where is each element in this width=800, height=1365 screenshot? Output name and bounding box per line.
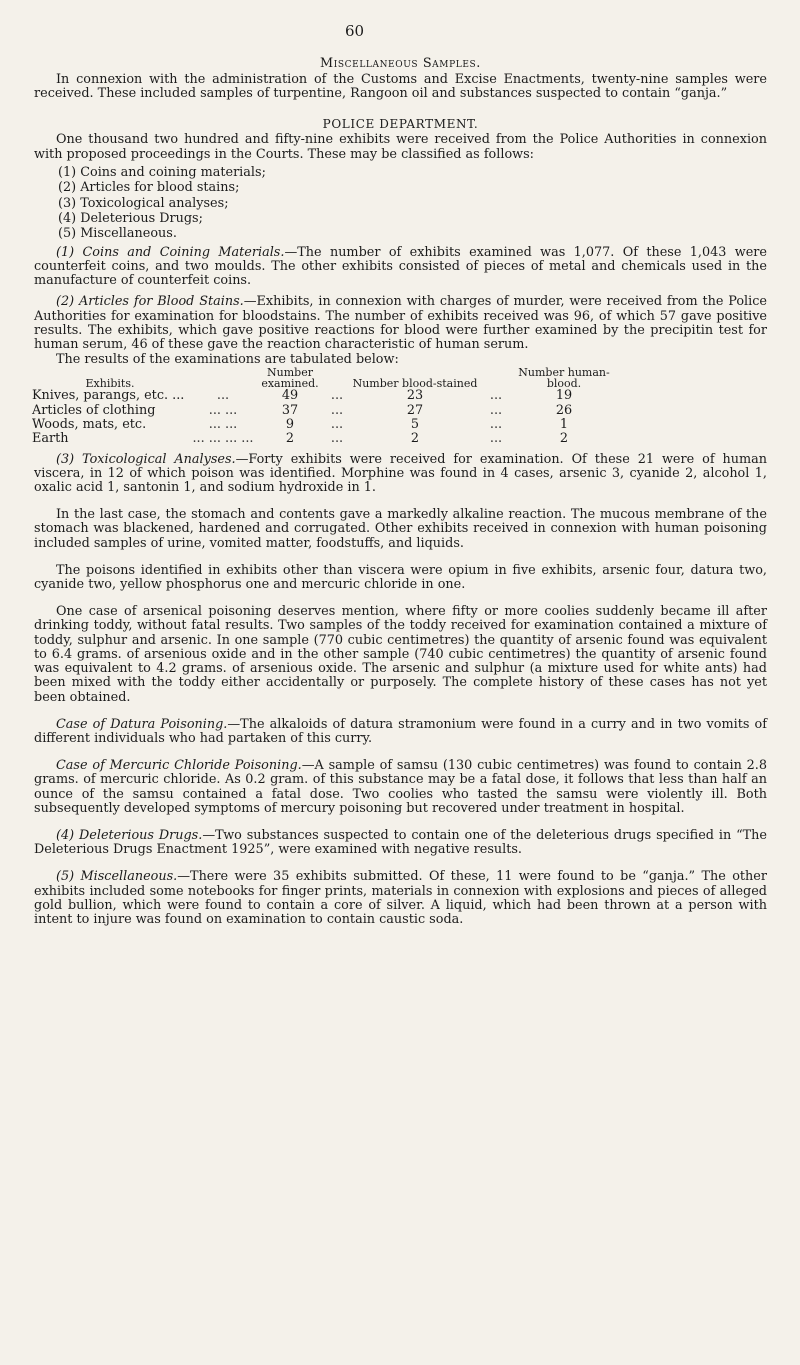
blood-paragraph — [34, 295, 767, 352]
police-intro: One thousand two hundred and fifty-nine exhibits were received from the Police Authorities in connexion with proposed proceedings in the Courts. These may be classified as follows: — [34, 132, 767, 162]
datura-title: Case of Datura Poisoning. — [56, 716, 228, 732]
table-intro: The results of the examinations are tabulated below: — [56, 352, 399, 368]
cell-dots: ... — [489, 388, 503, 404]
cell-dots: ... — [216, 388, 230, 404]
list-item: (5) Miscellaneous. — [58, 226, 177, 242]
cell: Woods, mats, etc. — [32, 417, 147, 433]
cell: 26 — [555, 402, 573, 418]
cell: 19 — [555, 388, 573, 404]
mercuric-paragraph — [34, 759, 767, 816]
cell: 2 — [285, 431, 295, 447]
tox-title: (3) Toxicological Analyses. — [56, 451, 236, 467]
col-header-human-blood: Number human-blood. — [518, 366, 610, 391]
mercuric-title: Case of Mercuric Chloride Poisoning. — [56, 758, 302, 774]
col-header-examined: Number examined. — [261, 366, 319, 391]
coins-paragraph — [34, 246, 767, 289]
police-heading: POLICE DEPARTMENT. — [322, 117, 479, 132]
cell-dots: ... — [489, 402, 503, 418]
table-row — [32, 404, 614, 418]
classification-list — [34, 165, 767, 242]
cell: 27 — [406, 402, 424, 418]
blood-results-table — [32, 367, 614, 446]
page-number: 60 — [345, 22, 365, 40]
cell-dots: ... — [330, 402, 344, 418]
tox-paragraph-4: One case of arsenical poisoning deserves mention, where fifty or more coolies suddenly became ill after drinking toddy, without fatal results. Two samples of the toddy received for examination contained a mixture of toddy, sulphur and arsenic. In one sample (770 cubic centimetres) the quantity of arsenic found was equivalent to 6.4 grams. of arsenious oxide and in the other sample (740 cubic centimetres) the quantity of arsenic found was equivalent to 4.2 grams. of arsenious oxide. The arsenic and sulphur (a mixture used for white ants) had been mixed with the toddy either accidentally or purposely. The complete history of these cases has not yet been obtained. — [34, 604, 767, 705]
coins-title: (1) Coins and Coining Materials. — [56, 244, 285, 260]
cell: 23 — [406, 388, 424, 404]
blood-title: (2) Articles for Blood Stains. — [56, 294, 244, 310]
drugs-title: (4) Deleterious Drugs. — [56, 827, 203, 843]
misc2-paragraph — [34, 870, 767, 927]
table-row — [32, 418, 614, 432]
misc-samples-heading: Miscellaneous Samples. — [320, 56, 481, 71]
misc2-text: —There were 35 exhibits submitted. Of these, 11 were found to be “ganja.” The other exhibits included some notebooks for finger prints, materials in connexion with explosions and pieces of alleged gold bullion, which were found to contain a core of silver. A liquid, which had been thrown at a person with intent to injure was found on examination to contain caustic soda. — [34, 869, 767, 927]
cell-dots: ... ... ... ... — [192, 431, 254, 447]
cell: Articles of clothing — [32, 402, 156, 418]
cell-dots: ... ... — [208, 402, 238, 418]
col-header-exhibits: Exhibits. — [85, 377, 135, 391]
cell: 1 — [559, 417, 569, 433]
cell-dots: ... — [330, 388, 344, 404]
mercuric-text: —A sample of samsu (130 cubic centimetres) was found to contain 2.8 grams. of mercuric chloride. As 0.2 gram. of this substance may be a fatal dose, it follows that less than half an ounce of the samsu contained a fatal dose. Two coolies who tasted the samsu were violently ill. Both subsequently developed symptoms of mercury poisoning but recovered under treatment in hospital. — [34, 758, 768, 816]
table-row — [32, 432, 614, 446]
cell: Knives, parangs, etc. ... — [32, 388, 185, 404]
list-item: (1) Coins and coining materials; — [58, 164, 266, 180]
drugs-text: —Two substances suspected to contain one of the deleterious drugs specified in “The Deleterious Drugs Enactment 1925”, were examined with negative results. — [34, 827, 767, 858]
cell-dots: ... — [489, 431, 503, 447]
cell: Earth — [32, 431, 69, 447]
tox-paragraph — [34, 453, 767, 496]
blood-text: —Exhibits, in connexion with charges of murder, were received from the Police Authorities for examination for bloodstains. The number of exhibits received was 96, of which 57 gave positive results. The exhibits, which gave positive reactions for blood were further examined by the precipitin test for human serum, 46 of these gave the reaction characteristic of human serum. — [34, 294, 767, 353]
table-row — [32, 389, 614, 403]
tox-paragraph-2: In the last case, the stomach and contents gave a markedly alkaline reaction. The mucous membrane of the stomach was blackened, hardened and corrugated. Other exhibits received in connexion with human poisoning included samples of urine, vomited matter, foodstuffs, and liquids. — [34, 507, 767, 551]
cell: 2 — [410, 431, 420, 447]
tox-text: —Forty exhibits were received for examination. Of these 21 were of human viscera, in 12 of which poison was identified. Morphine was found in 4 cases, arsenic 3, cyanide 2, alcohol 1, oxalic acid 1, santonin 1, and sodium hydroxide in 1. — [34, 451, 767, 496]
datura-text: —The alkaloids of datura stramonium were found in a curry and in two vomits of different individuals who had partaken of this curry. — [34, 716, 767, 746]
cell: 49 — [281, 388, 299, 404]
cell-dots: ... ... — [208, 417, 238, 433]
table-header-row — [32, 367, 614, 389]
misc-samples-text: In connexion with the administration of the Customs and Excise Enactments, twenty-nine samples were received. These included samples of turpentine, Rangoon oil and substances suspected to contain “ganja.” — [34, 72, 767, 102]
coins-text: —The number of exhibits examined was 1,077. Of these 1,043 were counterfeit coins, and two moulds. The other exhibits consisted of pieces of metal and chemicals used in the manufacture of counterfeit coins. — [34, 244, 767, 289]
cell: 2 — [559, 431, 569, 447]
cell: 9 — [285, 417, 295, 433]
cell: 37 — [281, 402, 299, 418]
list-item: (4) Deleterious Drugs; — [58, 211, 203, 227]
drugs-paragraph — [34, 829, 767, 857]
list-item: (2) Articles for blood stains; — [58, 180, 240, 196]
cell: 5 — [410, 417, 420, 433]
list-item: (3) Toxicological analyses; — [58, 195, 229, 211]
datura-paragraph — [34, 718, 767, 746]
tox-paragraph-3: The poisons identified in exhibits other than viscera were opium in five exhibits, arsenic four, datura two, cyanide two, yellow phosphorus one and mercuric chloride in one. — [34, 562, 767, 593]
col-header-blood-stained: Number blood-stained — [352, 377, 478, 391]
cell-dots: ... — [330, 431, 344, 447]
cell-dots: ... — [489, 417, 503, 433]
cell-dots: ... — [330, 417, 344, 433]
misc2-title: (5) Miscellaneous. — [56, 869, 178, 885]
